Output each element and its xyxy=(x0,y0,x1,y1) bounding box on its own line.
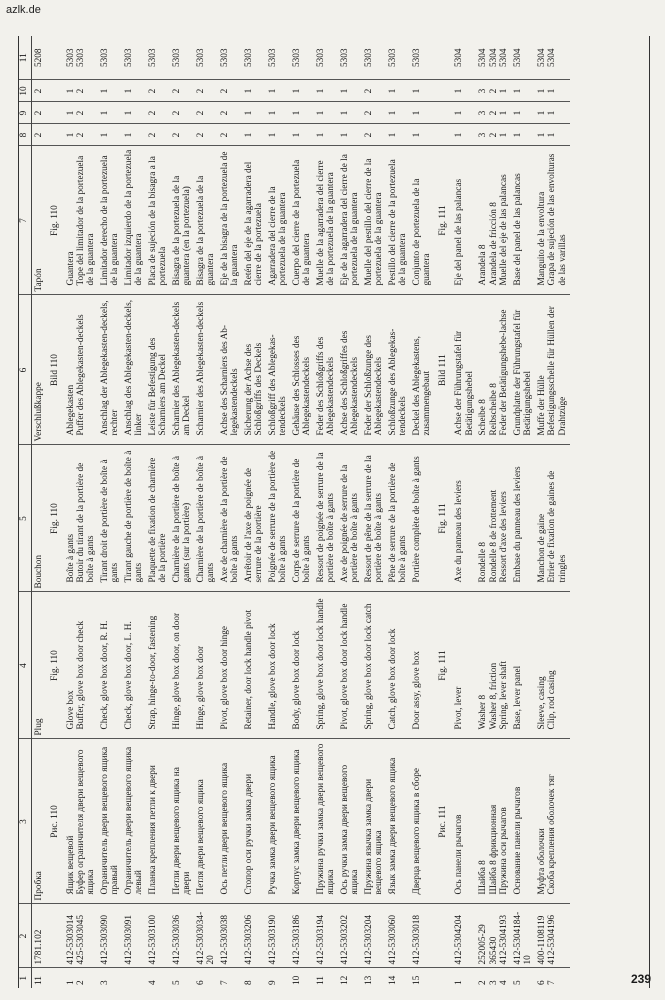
qty-10: 2 xyxy=(170,80,194,102)
qty-8: 2 xyxy=(218,124,242,146)
name-fr: Axe de poignée de serrure de la portière de boîte à gants xyxy=(338,445,362,592)
col-5: 5 xyxy=(18,445,32,592)
name-en: Pivot, glove box door lock handle xyxy=(338,592,362,739)
name-ru: Стопор оси ручки замка двери xyxy=(242,739,266,904)
qty-9: 1 xyxy=(266,102,290,124)
col-2: 2 xyxy=(18,904,32,968)
name-es: Conjunto de portezuela de la guantera xyxy=(410,146,434,295)
name-es: Eje de la agarradera del cierre de la portezuela de la guantera xyxy=(338,146,362,295)
name-es: Agarradera del cierre de la portezuela de la guantera xyxy=(266,146,290,295)
qty-10: 1 2 xyxy=(64,80,98,102)
qty-8: 1 xyxy=(290,124,314,146)
part-number: 412-5303090 xyxy=(98,904,122,968)
row-number xyxy=(122,968,146,988)
group-code: 5303 xyxy=(316,48,326,68)
name-ru: Ящик вещевой Буфер ограничителя двери вещевого ящика xyxy=(64,739,98,904)
name-fr: Ressort de poignée de serrure de la portière de boîte à gants xyxy=(314,445,338,592)
row-number: 6 7 xyxy=(535,968,569,988)
qty-8: 1 xyxy=(386,124,410,146)
group-code: 5303 xyxy=(268,48,278,68)
name-de: Muffe der Hülle Befestigungsschelle für Hüllen der Drahtzüge xyxy=(535,295,569,445)
row-number: 11 xyxy=(32,968,46,988)
name-de: Grundplatte der Führungstafel für Betätigungshebel xyxy=(511,295,535,445)
group-code: 5304 xyxy=(454,48,465,68)
name-ru: Язык замка двери вещевого ящика xyxy=(386,739,410,904)
part-number: 412-5303014 425-5303045 xyxy=(64,904,98,968)
table-row xyxy=(511,36,535,988)
qty-9: 2 xyxy=(146,102,170,124)
table-row xyxy=(146,36,170,988)
group-code: 5303 xyxy=(292,48,302,68)
name-en: Door assy, glove box xyxy=(410,592,434,739)
name-fr: Corps de serrure de la portière de boîte à gants xyxy=(290,445,314,592)
name-de: Scharnier des Ablegekasten-deckels xyxy=(194,295,218,445)
name-de: Feder des Schloßgriffs des Ablegekastendeckels xyxy=(314,295,338,445)
col-9: 9 xyxy=(18,102,32,124)
name-en: Retainer, door lock handle pivot xyxy=(242,592,266,739)
name-fr: Bouchon xyxy=(32,445,46,592)
name-de: Scheibe 8 Reibscheibe 8 Feder der Betätigungshebe-lachse xyxy=(477,295,511,445)
part-number: 412-5303018 xyxy=(410,904,434,968)
name-fr: Poignée de serrure de la portière de boîte à gants xyxy=(266,445,290,592)
table-row xyxy=(242,36,266,988)
qty-9: 1 xyxy=(410,102,434,124)
qty-9: 2 xyxy=(32,102,46,124)
name-fr: Boîte à gants Butoir du tirant de la portière de boîte à gants xyxy=(64,445,98,592)
qty-10: 1 xyxy=(98,80,122,102)
name-ru: Основание панели рычагов xyxy=(511,739,535,904)
figure-label-en: Fig. 111 xyxy=(434,592,452,739)
name-fr: Plaquette de fixation de charnière de la portière xyxy=(146,445,170,592)
qty-8: 1 xyxy=(122,124,146,146)
name-de: Achse des Schloßgriffes des Ablegekastendeckels xyxy=(338,295,362,445)
name-ru: Пружина ручки замка двери вещевого ящика xyxy=(314,739,338,904)
figure-row-110 xyxy=(46,36,64,988)
name-fr: Portière complète de boîte à gants xyxy=(410,445,434,592)
table-row xyxy=(218,36,242,988)
name-ru: Ограничитель двери вещевого ящика правый xyxy=(98,739,122,904)
row-number: 15 xyxy=(410,968,434,988)
qty-9: 1 xyxy=(338,102,362,124)
col-8: 8 xyxy=(18,124,32,146)
table-row xyxy=(386,36,410,988)
table-row xyxy=(453,36,477,988)
qty-9: 3 2 1 xyxy=(477,102,511,124)
qty-8: 1 xyxy=(338,124,362,146)
qty-10: 2 xyxy=(146,80,170,102)
parts-table xyxy=(18,36,570,988)
part-number: 412-5303091 xyxy=(122,904,146,968)
name-de: Schloßgriff des Ablegekas-tendeckels xyxy=(266,295,290,445)
name-ru: Петля двери вещевого ящика xyxy=(194,739,218,904)
qty-10: 1 xyxy=(386,80,410,102)
name-en: Glove box Buffer, glove box door check xyxy=(64,592,98,739)
part-number: 412-5303060 xyxy=(386,904,410,968)
qty-8: 1 1 xyxy=(535,124,569,146)
figure-label-ru: Рис. 111 xyxy=(434,739,452,904)
name-es: Eje del panel de las palancas xyxy=(453,146,477,295)
row-number: 3 xyxy=(98,968,122,988)
part-number: 1781.102 xyxy=(32,904,46,968)
name-en: Sleeve, casing Clip, rod casing xyxy=(535,592,569,739)
figure-label-es: Fig. 111 xyxy=(434,146,452,295)
qty-9: 1 xyxy=(290,102,314,124)
name-en: Check, glove box door, L. H. xyxy=(122,592,146,739)
group-code: 5303 xyxy=(148,48,158,68)
group-code: 5303 xyxy=(244,48,254,68)
name-fr: Rondelle 8 Rondelle 8 de frottement Ressort d'axe des leviers xyxy=(477,445,511,592)
name-es: Guantera Tope del limitador de la portezuela de la guantera xyxy=(64,146,98,295)
name-en: Base, lever panel xyxy=(511,592,535,739)
column-header-row xyxy=(18,36,32,988)
name-es: Muelle de la agarradera del cierre de la portezuela de la guantera xyxy=(314,146,338,295)
part-number: 412-5303186 xyxy=(290,904,314,968)
name-en: Washer 8 Washer 8, friction Spring, lever shaft xyxy=(477,592,511,739)
name-es: Retén del eje de la agarradera del cierre de la portezuela xyxy=(242,146,266,295)
name-ru: Ручка замка двери вещевого ящика xyxy=(266,739,290,904)
group-code: 5303 xyxy=(172,48,182,68)
name-fr: Tirant gauche de portière de boîte à gants xyxy=(122,445,146,592)
name-ru: Ось панели рычагов xyxy=(453,739,477,904)
name-de: Ablegekasten Puffer des Ablegekasten-deckels xyxy=(64,295,98,445)
qty-8: 2 xyxy=(194,124,218,146)
group-code: 5304 xyxy=(512,48,523,68)
name-de: Verschlußkappe xyxy=(32,295,46,445)
table-row xyxy=(98,36,122,988)
figure-label-en: Fig. 110 xyxy=(46,592,64,739)
name-de: Anschlag der Ablegekasten-deckels, rechter xyxy=(98,295,122,445)
row-number: 2 3 4 xyxy=(477,968,511,988)
row-number: 8 xyxy=(242,968,266,988)
name-ru: Шайба 8 Шайба 8 фрикционная Пружина оси рычагов xyxy=(477,739,511,904)
qty-9: 1 xyxy=(511,102,535,124)
name-en: Hinge, glove box door xyxy=(194,592,218,739)
name-en: Strap, hinge-to-door, fastening xyxy=(146,592,170,739)
qty-8: 1 xyxy=(453,124,477,146)
name-ru: Ось ручки замка двери вещевого ящика xyxy=(338,739,362,904)
table-row xyxy=(266,36,290,988)
name-es: Bisagra de la portezuela de la guantera xyxy=(194,146,218,295)
row-number: 13 xyxy=(362,968,386,988)
row-number: 5 xyxy=(511,968,535,988)
qty-10: 1 xyxy=(511,80,535,102)
qty-8: 1 xyxy=(242,124,266,146)
part-number: 412-5303190 xyxy=(266,904,290,968)
name-fr: Embase du panneau des leviers xyxy=(511,445,535,592)
group-code: 5303 xyxy=(364,48,374,68)
qty-10: 1 xyxy=(410,80,434,102)
name-es: Cuerpo del cierre de la portezuela de la guantera xyxy=(290,146,314,295)
table-row xyxy=(362,36,386,988)
row-number: 10 xyxy=(290,968,314,988)
qty-10: 1 xyxy=(338,80,362,102)
qty-8: 2 xyxy=(146,124,170,146)
qty-9: 1 xyxy=(122,102,146,124)
name-es: Limitador derecho de la portezuela de la guantera xyxy=(98,146,122,295)
part-number: 412-5303100 xyxy=(146,904,170,968)
qty-10: 1 xyxy=(122,80,146,102)
qty-10: 2 xyxy=(218,80,242,102)
qty-10: 2 xyxy=(362,80,386,102)
qty-10: 1 xyxy=(290,80,314,102)
name-fr: Manchon de gaine Etrier de fixation de gaines de tringles xyxy=(535,445,569,592)
qty-8: 1 xyxy=(511,124,535,146)
name-en: Plug xyxy=(32,592,46,739)
part-number: 412-5303202 xyxy=(338,904,362,968)
row-number: 7 xyxy=(218,968,242,988)
name-es: Pestillo del cierre de la portezuela de la guantera xyxy=(386,146,410,295)
qty-10: 1 xyxy=(314,80,338,102)
part-number: 412-5303036 xyxy=(170,904,194,968)
qty-9: 1 xyxy=(242,102,266,124)
name-fr: Tirant droit de portière de boîte à gants xyxy=(98,445,122,592)
name-ru: Пробка xyxy=(32,739,46,904)
name-de: Achse des Scharniers des Ab-legekastendeckels xyxy=(218,295,242,445)
group-code: 5303 xyxy=(340,48,350,68)
qty-9: 2 xyxy=(218,102,242,124)
qty-10: 2 xyxy=(194,80,218,102)
name-es: Manguito de la envoltura Grapa de sujeción de las envolturas de las varillas xyxy=(535,146,569,295)
part-number: 412-5304204 xyxy=(453,904,477,968)
page-number: 239 xyxy=(631,972,652,986)
name-es: Arandela 8 Arandela de fricción 8 Muelle del eje de las palancas xyxy=(477,146,511,295)
group-code: 5304 5304 5304 xyxy=(478,48,510,68)
name-es: Bisagra de la portezuela de la guantera (en la portezuela) xyxy=(170,146,194,295)
row-number: 14 xyxy=(386,968,410,988)
name-en: Handle, glove box door lock xyxy=(266,592,290,739)
part-number: 412-5303038 xyxy=(218,904,242,968)
qty-9: 1 xyxy=(386,102,410,124)
name-de: Schloßzunge des Ablegekas-tendeckels xyxy=(386,295,410,445)
group-code: 5303 xyxy=(388,48,398,68)
qty-9: 1 xyxy=(314,102,338,124)
name-ru: Ось петли двери вещевого ящика xyxy=(218,739,242,904)
row-number: 4 xyxy=(146,968,170,988)
table-row xyxy=(32,36,46,988)
col-6: 6 xyxy=(18,295,32,445)
row-number: 6 xyxy=(194,968,218,988)
table-row xyxy=(194,36,218,988)
table-row xyxy=(338,36,362,988)
name-de: Deckel des Ablegekastens, zusammengebaut xyxy=(410,295,434,445)
table-row xyxy=(477,36,511,988)
name-de: Feder der Schloßzunge des Ablegekastendeckels xyxy=(362,295,386,445)
name-en: Spring, glove box door lock catch xyxy=(362,592,386,739)
figure-label-ru: Рис. 110 xyxy=(46,739,64,904)
table-row xyxy=(290,36,314,988)
name-de: Anschlag des Ablegekasten-deckels, linker xyxy=(122,295,146,445)
table-row xyxy=(535,36,569,988)
name-es: Limitador izquierdo de la portezuela de la guantera xyxy=(122,146,146,295)
table-row xyxy=(410,36,434,988)
group-code: 5303 5303 xyxy=(65,48,86,68)
col-11: 11 xyxy=(18,36,32,80)
row-number: 11 xyxy=(314,968,338,988)
col-1: 1 xyxy=(18,968,32,988)
name-en: Body, glove box door lock xyxy=(290,592,314,739)
row-number: 12 xyxy=(338,968,362,988)
qty-10: 1 xyxy=(266,80,290,102)
name-es: Tapón xyxy=(32,146,46,295)
name-es: Base del panel de las palancas xyxy=(511,146,535,295)
col-4: 4 xyxy=(18,592,32,739)
name-es: Eje de la bisagra de la portezuela de la guantera xyxy=(218,146,242,295)
figure-label-de: Bild 110 xyxy=(46,295,64,445)
figure-label-fr: Fig. 111 xyxy=(434,445,452,592)
name-ru: Дверца вещевого ящика в сборе xyxy=(410,739,434,904)
qty-8: 1 2 xyxy=(64,124,98,146)
name-en: Catch, glove box door lock xyxy=(386,592,410,739)
qty-10: 2 xyxy=(32,80,46,102)
qty-8: 2 xyxy=(362,124,386,146)
part-number: 252005-29 365430 412-5304193 xyxy=(477,904,511,968)
name-en: Pivot, glove box door hinge xyxy=(218,592,242,739)
table-row xyxy=(64,36,98,988)
name-fr: Charnière de la portière de boîte à gants (sur la portière) xyxy=(170,445,194,592)
group-code: 5303 xyxy=(100,48,110,68)
figure-label-fr: Fig. 110 xyxy=(46,445,64,592)
part-number: 412-5303204 xyxy=(362,904,386,968)
name-ru: Корпус замка двери вещевого ящика xyxy=(290,739,314,904)
group-code: 5303 xyxy=(196,48,206,68)
name-de: Achse der Führungstafel für Betätigungshebel xyxy=(453,295,477,445)
group-code: 5208 xyxy=(33,48,44,68)
figure-label-de: Bild 111 xyxy=(434,295,452,445)
qty-10: 3 2 1 xyxy=(477,80,511,102)
name-de: Leiste für Befestigung des Scharniers am Deckel xyxy=(146,295,170,445)
qty-9: 1 2 xyxy=(64,102,98,124)
row-number: 5 xyxy=(170,968,194,988)
qty-8: 1 xyxy=(314,124,338,146)
row-number: 1 xyxy=(453,968,477,988)
qty-8: 1 xyxy=(266,124,290,146)
name-en: Check, glove box door, R. H. xyxy=(98,592,122,739)
name-es: Muelle del pestillo del cierre de la portezuela de la guantera xyxy=(362,146,386,295)
name-es: Placa de sujeción de la bisagra a la portezuela xyxy=(146,146,170,295)
col-7: 7 xyxy=(18,146,32,295)
part-number: 400-1108119 412-5304196 xyxy=(535,904,569,968)
name-en: Pivot, lever xyxy=(453,592,477,739)
name-en: Hinge, glove box door, on door xyxy=(170,592,194,739)
name-ru: Ограничитель двери вещевого ящика левый xyxy=(122,739,146,904)
qty-9: 2 xyxy=(362,102,386,124)
name-en: Spring, glove box door lock handle xyxy=(314,592,338,739)
name-fr: Arrêtoir de l'axe de poignée de serrure de la portière xyxy=(242,445,266,592)
group-code: 5303 xyxy=(412,48,422,68)
qty-8: 3 2 1 xyxy=(477,124,511,146)
name-de: Scharnier des Ablegekasten-deckels am Deckel xyxy=(170,295,194,445)
qty-9: 2 xyxy=(194,102,218,124)
qty-8: 1 xyxy=(98,124,122,146)
table-row xyxy=(122,36,146,988)
qty-10: 1 1 xyxy=(535,80,569,102)
part-number: 412-5303194 xyxy=(314,904,338,968)
name-fr: Ressort de pêne de la serrure de la portière de boîte à gants xyxy=(362,445,386,592)
watermark: azlk.de xyxy=(6,4,41,16)
qty-10: 1 xyxy=(242,80,266,102)
part-number: 412-5304184-10 xyxy=(511,904,535,968)
qty-9: 1 1 xyxy=(535,102,569,124)
rotated-parts-table xyxy=(18,36,650,988)
qty-9: 1 xyxy=(453,102,477,124)
name-fr: Axe de charnière de la portière de boîte à gants xyxy=(218,445,242,592)
qty-8: 1 xyxy=(410,124,434,146)
name-fr: Axe du panneau des leviers xyxy=(453,445,477,592)
col-3: 3 xyxy=(18,739,32,904)
name-ru: Пружина язычка замка двери вещевого ящика xyxy=(362,739,386,904)
qty-8: 2 xyxy=(170,124,194,146)
table-row xyxy=(314,36,338,988)
row-number: 9 xyxy=(266,968,290,988)
name-fr: Pêne de serrure de la portière de boîte à gants xyxy=(386,445,410,592)
table-row xyxy=(170,36,194,988)
part-number: 412-5303034-20 xyxy=(194,904,218,968)
name-ru: Планка крепления петли к двери xyxy=(146,739,170,904)
name-fr: Charnière de la portière de boîte à gants xyxy=(194,445,218,592)
name-ru: Петли двери вещевого ящика на двери xyxy=(170,739,194,904)
part-number: 412-5303206 xyxy=(242,904,266,968)
name-ru: Муфта оболочки Скоба крепления оболочек тяг xyxy=(535,739,569,904)
name-de: Gehäuse des Schlosses des Ablegekastendeckels xyxy=(290,295,314,445)
qty-9: 2 xyxy=(170,102,194,124)
col-10: 10 xyxy=(18,80,32,102)
name-de: Sicherung der Achse des Schloßgriffs des Deckels xyxy=(242,295,266,445)
qty-9: 1 xyxy=(98,102,122,124)
group-code: 5303 xyxy=(124,48,134,68)
group-code: 5303 xyxy=(220,48,230,68)
figure-label-es: Fig. 110 xyxy=(46,146,64,295)
qty-8: 2 xyxy=(32,124,46,146)
row-number: 1 2 xyxy=(64,968,98,988)
group-code: 5304 5304 xyxy=(536,48,558,68)
qty-10: 1 xyxy=(453,80,477,102)
figure-row-fig111 xyxy=(434,36,452,988)
